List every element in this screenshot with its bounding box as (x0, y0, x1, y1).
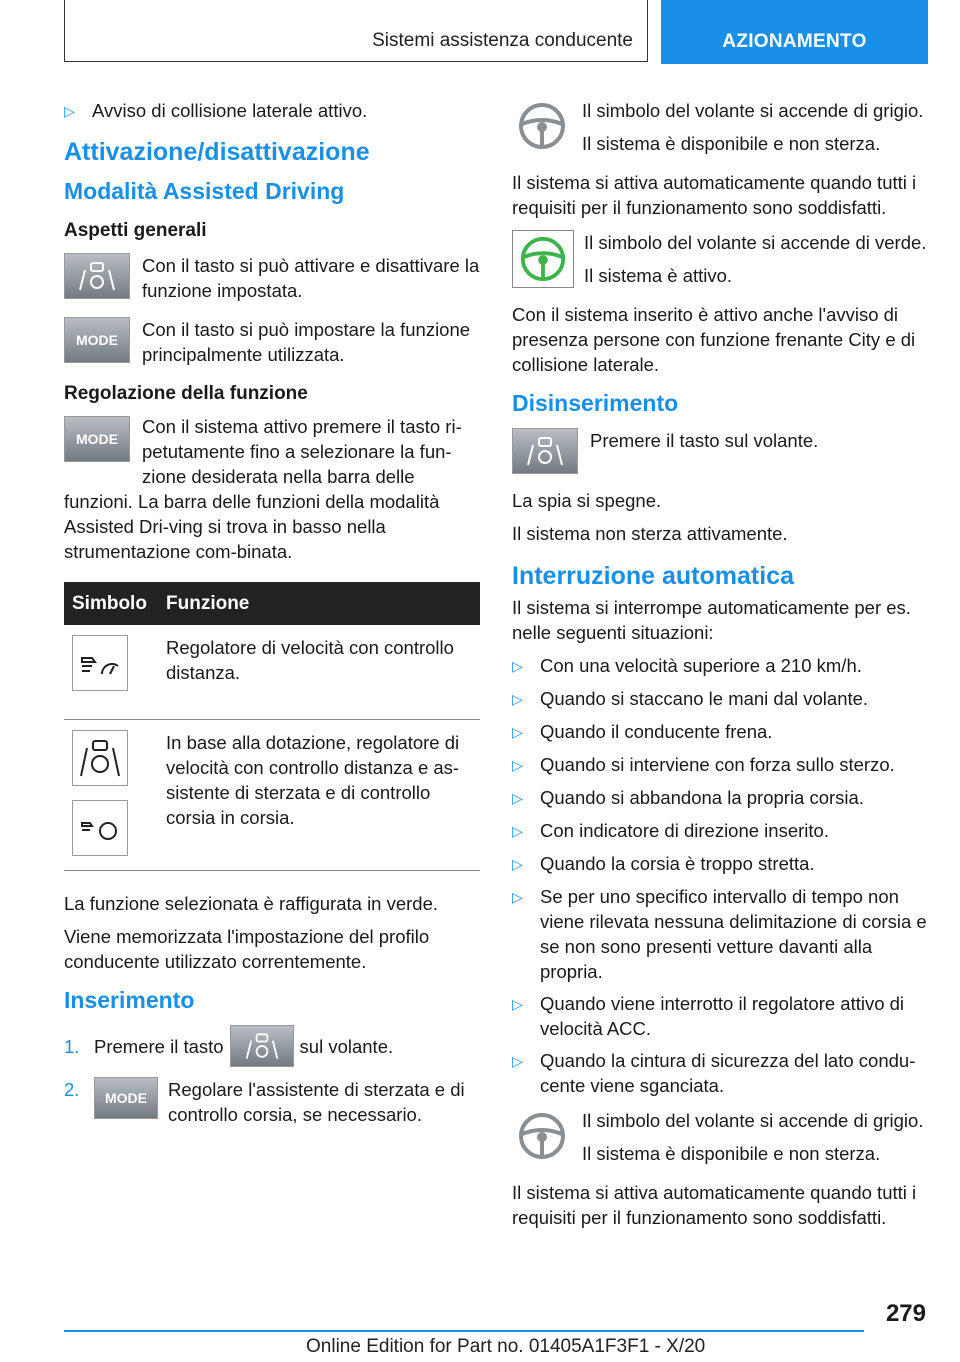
list-item: 2. MODE Regolare l'assistente di sterzata e di controllo corsia, se necessario. (64, 1079, 465, 1125)
steering-wheel-green-icon (512, 230, 574, 288)
acc-distance-icon (72, 635, 128, 691)
page-header (64, 0, 928, 64)
button-description: Con il tasto si può attivare e disattivare la funzione impostata. (64, 253, 480, 303)
table-row: Regolatore di velocità con controllo distanza. (64, 625, 480, 720)
triangle-bullet-icon: ▷ (512, 823, 523, 839)
triangle-bullet-icon: ▷ (64, 103, 75, 119)
heading-assisted-driving: Modalità Assisted Driving (64, 178, 345, 204)
list-item: 1. Premere il tasto sul volante. (64, 1025, 480, 1067)
steering-grey-block: Il simbolo del volante si accende di grigio. Il sistema è disponibile e non sterza. (512, 98, 928, 156)
list-item: ▷ Con una velocità superiore a 210 km/h. (512, 653, 928, 679)
triangle-bullet-icon: ▷ (512, 658, 523, 674)
heading-attivazione: Attivazione/disattivazione (64, 138, 370, 166)
triangle-bullet-icon: ▷ (512, 790, 523, 806)
interruption-list (512, 653, 928, 1098)
heading-disinserimento: Disinserimento (512, 390, 679, 416)
header-section-box (64, 0, 648, 62)
header-chapter-tab: AZIONAMENTO (661, 0, 928, 64)
list-item: ▷ Quando la cintura di sicurezza del lato condu-cente viene sganciata. (512, 1050, 916, 1096)
steering-green-block: Il simbolo del volante si accende di verde. Il sistema è attivo. (512, 230, 928, 288)
left-column: ▷ Avviso di collisione laterale attivo. Attivazione/disattivazione Modalità Assisted Driving Aspetti generali Con il tasto si può attivare e disattivare la funzione impostata. MODE Con il tasto si può impostare la funzione principalmente utilizzata. Regolazione della funzione MODE Con il sistema attivo premere il tasto ri-petutamente fino a selezionare la fun-zione desiderata nella barra delle funzioni. La barra delle funzioni della modalità Assisted Dri-ving si trova in basso nella strumentazione com-binata. Simbolo Funzione Regolatore di velocità con controllo distanza. In base alla dotazione, regolatore di velocità con controllo distanza e as-sistente di sterzata e di controllo corsia in corsia. La funzione selezionata è raffigurata in verde. Viene memorizzata l'impostazione del profilo conducente utilizzato correntemente. Inserimento 1. Premere il tasto sul volante. 2. MODE Regolare l'assistente di sterzata e di controllo corsia, se necessario. (64, 100, 480, 1125)
list-item: ▷ Quando si staccano le mani dal volante. (512, 686, 928, 712)
heading-interruzione: Interruzione automatica (512, 562, 794, 590)
heading-aspetti-generali: Aspetti generali (64, 220, 207, 241)
mode-button-icon: MODE (94, 1077, 158, 1119)
assist-button-icon (64, 253, 130, 299)
lane-steering-icon (72, 730, 128, 786)
assist-button-icon (230, 1025, 294, 1067)
list-item: ▷ Con indicatore di direzione inserito. (512, 818, 928, 844)
list-item: ▷ Quando si abbandona la propria corsia. (512, 785, 928, 811)
button-description: MODE Con il tasto si può impostare la funzione principalmente utilizzata. (64, 317, 480, 367)
heading-inserimento: Inserimento (64, 987, 195, 1013)
page-number: 279 (885, 1300, 926, 1327)
triangle-bullet-icon: ▷ (512, 691, 523, 707)
triangle-bullet-icon: ▷ (512, 757, 523, 773)
footer-edition: Online Edition for Part no. 01405A1F3F1 - X/20 (306, 1336, 706, 1357)
triangle-bullet-icon: ▷ (512, 1053, 523, 1069)
triangle-bullet-icon: ▷ (512, 856, 523, 872)
heading-regolazione: Regolazione della funzione (64, 383, 308, 404)
list-item: ▷ Quando il conducente frena. (512, 719, 928, 745)
table-header-function: Funzione (158, 582, 480, 625)
table-header-symbol: Simbolo (64, 582, 158, 625)
steering-wheel-grey-icon (512, 98, 572, 154)
list-item: ▷ Quando viene interrotto il regolatore attivo di velocità ACC. (512, 993, 905, 1039)
steering-wheel-grey-icon (512, 1108, 572, 1164)
mode-button-icon: MODE (64, 317, 130, 363)
list-item: ▷ Se per uno specifico intervallo di tempo non viene rilevata nessuna delimitazione di corsia e se non sono presenti vetture davanti alla propria. (512, 886, 927, 982)
mode-button-icon: MODE (64, 416, 130, 462)
table-row: In base alla dotazione, regolatore di velocità con controllo distanza e as-sistente di sterzata e di controllo corsia in corsia. (64, 720, 480, 871)
button-description: Premere il tasto sul volante. (512, 428, 928, 474)
steering-grey-block: Il simbolo del volante si accende di grigio. Il sistema è disponibile e non sterza. (512, 1108, 928, 1166)
triangle-bullet-icon: ▷ (512, 889, 523, 905)
footer-divider (64, 1330, 864, 1332)
triangle-bullet-icon: ▷ (512, 996, 523, 1012)
function-table (64, 582, 480, 871)
header-section-title: Sistemi assistenza conducente (372, 30, 633, 51)
list-item: ▷ Avviso di collisione laterale attivo. (64, 98, 480, 124)
assist-button-icon (512, 428, 578, 474)
triangle-bullet-icon: ▷ (512, 724, 523, 740)
right-column: Il simbolo del volante si accende di grigio. Il sistema è disponibile e non sterza. Il sistema si attiva automaticamente quando tutti i requisiti per il funzionamento sono soddisfatti. Il simbolo del volante si accende di verde. Il sistema è attivo. Con il sistema inserito è attivo anche l'avviso di presenza persone con funzione frenante City e di collisione laterale. Disinserimento Premere il tasto sul volante. La spia si spegne. Il sistema non sterza attivamente. Interruzione automatica Il sistema si interrompe automaticamente per es. nelle seguenti situazioni: ▷ Con una velocità superiore a 210 km/h. ▷ Quando si staccano le mani dal volante. ▷ Quando il conducente frena. ▷ Quando si interviene con forza sullo sterzo. ▷ Quando si abbandona la propria corsia. ▷ Con indicatore di direzione inserito. ▷ Quando la corsia è troppo stretta. ▷ Se per uno specifico intervallo di tempo non viene rilevata nessuna delimitazione di corsia e se non sono presenti vetture davanti alla propria. ▷ Quando viene interrotto il regolatore attivo di velocità ACC. ▷ Quando la cintura di sicurezza del lato condu-cente viene sganciata. Il simbolo del volante si accende di grigio. Il sistema è disponibile e non sterza. Il sistema si attiva automaticamente quando tutti i requisiti per il funzionamento sono soddisfatti. (512, 100, 927, 1228)
list-item: ▷ Quando si interviene con forza sullo sterzo. (512, 752, 928, 778)
acc-steering-icon (72, 800, 128, 856)
list-item: ▷ Quando la corsia è troppo stretta. (512, 851, 928, 877)
regolazione-paragraph: MODE Con il sistema attivo premere il tasto ri-petutamente fino a selezionare la fun-zione desiderata nella barra delle funzioni. La barra delle funzioni della modalità Assisted Dri-ving si trova in basso nella strumentazione com-binata. (64, 416, 462, 562)
